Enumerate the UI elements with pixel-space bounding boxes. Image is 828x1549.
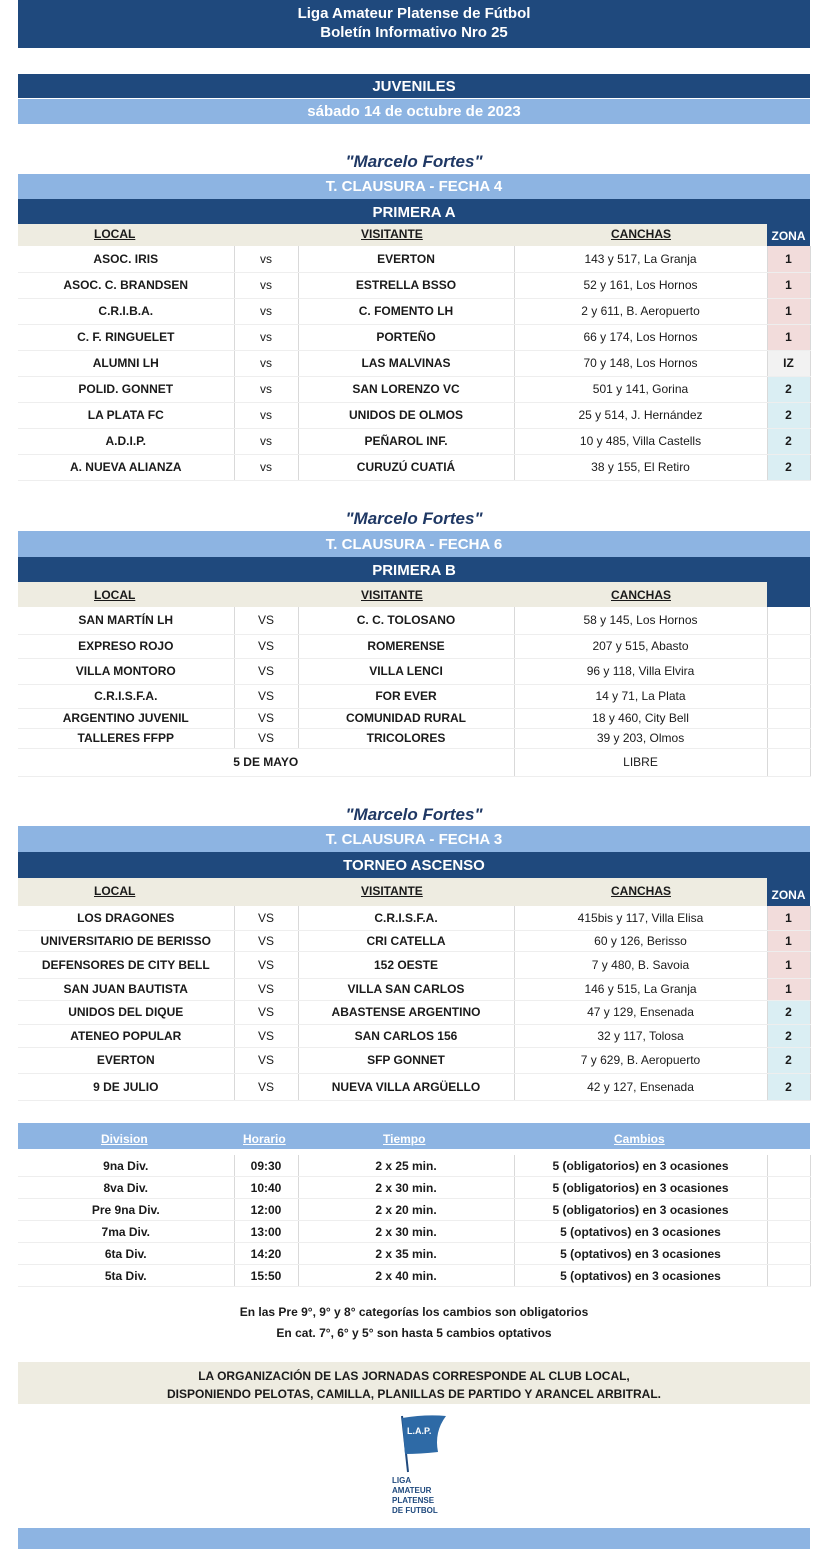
match-row bbox=[18, 978, 810, 1000]
col-visitante: VISITANTE bbox=[361, 227, 423, 241]
versus-label: VS bbox=[234, 684, 298, 708]
field-location: 18 y 460, City Bell bbox=[514, 708, 767, 728]
cup-name: "Marcelo Fortes" bbox=[345, 509, 483, 528]
versus-label: vs bbox=[234, 376, 298, 402]
visiting-team: C. C. TOLOSANO bbox=[298, 607, 514, 634]
logo-flag-text: L.A.P. bbox=[407, 1426, 432, 1436]
tournament-title: T. CLAUSURA - FECHA 6 bbox=[18, 531, 810, 557]
organization-box bbox=[18, 1362, 810, 1404]
field-location: 143 y 517, La Granja bbox=[514, 246, 767, 272]
field-location: 52 y 161, Los Hornos bbox=[514, 272, 767, 298]
logo-line-4: DE FUTBOL bbox=[392, 1506, 438, 1515]
visiting-team: C. FOMENTO LH bbox=[298, 298, 514, 324]
visiting-team: C.R.I.S.F.A. bbox=[298, 906, 514, 930]
col-local: LOCAL bbox=[94, 884, 136, 898]
field-location: 2 y 611, B. Aeropuerto bbox=[514, 298, 767, 324]
local-team: SAN JUAN BAUTISTA bbox=[18, 978, 234, 1000]
match-row bbox=[18, 246, 810, 272]
kickoff-time: 13:00 bbox=[234, 1221, 298, 1243]
field-location: 7 y 480, B. Savoia bbox=[514, 951, 767, 978]
field-location: 38 y 155, El Retiro bbox=[514, 454, 767, 480]
versus-label: VS bbox=[234, 906, 298, 930]
field-location: 58 y 145, Los Hornos bbox=[514, 607, 767, 634]
visiting-team: TRICOLORES bbox=[298, 728, 514, 748]
field-location: 415bis y 117, Villa Elisa bbox=[514, 906, 767, 930]
logo-line-2: AMATEUR bbox=[392, 1486, 432, 1495]
kickoff-time: 09:30 bbox=[234, 1155, 298, 1177]
local-team: VILLA MONTORO bbox=[18, 658, 234, 684]
visiting-team: EVERTON bbox=[298, 246, 514, 272]
division-title: PRIMERA A bbox=[18, 199, 810, 224]
match-duration: 2 x 40 min. bbox=[298, 1265, 514, 1287]
tournament-title: T. CLAUSURA - FECHA 3 bbox=[18, 826, 810, 852]
schedule-empty bbox=[767, 1155, 810, 1177]
sched-col-horario: Horario bbox=[243, 1132, 286, 1146]
substitutions: 5 (optativos) en 3 ocasiones bbox=[514, 1221, 767, 1243]
field-location: 60 y 126, Berisso bbox=[514, 930, 767, 951]
schedule-empty bbox=[767, 1199, 810, 1221]
versus-label: VS bbox=[234, 1073, 298, 1100]
fixture-table-primera-b bbox=[18, 607, 811, 777]
fixture-table-torneo-ascenso bbox=[18, 906, 811, 1101]
footer-bar bbox=[18, 1528, 810, 1549]
zone-badge: 1 bbox=[767, 930, 810, 951]
versus-label: vs bbox=[234, 350, 298, 376]
local-team: C.R.I.B.A. bbox=[18, 298, 234, 324]
local-team: TALLERES FFPP bbox=[18, 728, 234, 748]
zone-badge: 1 bbox=[767, 246, 810, 272]
sched-col-cambios: Cambios bbox=[614, 1132, 665, 1146]
kickoff-time: 14:20 bbox=[234, 1243, 298, 1265]
column-header bbox=[18, 224, 810, 246]
match-duration: 2 x 30 min. bbox=[298, 1177, 514, 1199]
organization-line-1: LA ORGANIZACIÓN DE LAS JORNADAS CORRESPONDE AL CLUB LOCAL, bbox=[198, 1369, 630, 1383]
match-row bbox=[18, 1047, 810, 1073]
visiting-team: VILLA LENCI bbox=[298, 658, 514, 684]
local-team: C.R.I.S.F.A. bbox=[18, 684, 234, 708]
logo-line-1: LIGA bbox=[392, 1476, 412, 1485]
col-visitante: VISITANTE bbox=[361, 884, 423, 898]
division-title: TORNEO ASCENSO bbox=[18, 852, 810, 878]
schedule-row bbox=[18, 1177, 810, 1199]
category-title: JUVENILES bbox=[18, 74, 810, 98]
match-row bbox=[18, 402, 810, 428]
visiting-team: ESTRELLA BSSO bbox=[298, 272, 514, 298]
substitutions: 5 (optativos) en 3 ocasiones bbox=[514, 1243, 767, 1265]
league-name: Liga Amateur Platense de Fútbol bbox=[297, 5, 531, 22]
zone-empty bbox=[767, 607, 810, 634]
league-logo bbox=[385, 1412, 455, 1524]
column-header bbox=[18, 582, 767, 607]
schedule-empty bbox=[767, 1221, 810, 1243]
rules-note-2: En cat. 7°, 6° y 5° son hasta 5 cambios optativos bbox=[276, 1326, 552, 1340]
local-team: UNIDOS DEL DIQUE bbox=[18, 1000, 234, 1024]
zone-badge: 2 bbox=[767, 376, 810, 402]
local-team: ARGENTINO JUVENIL bbox=[18, 708, 234, 728]
versus-label: VS bbox=[234, 930, 298, 951]
local-team: LOS DRAGONES bbox=[18, 906, 234, 930]
rules-note-1: En las Pre 9°, 9° y 8° categorías los cambios son obligatorios bbox=[239, 1305, 589, 1319]
zone-empty bbox=[767, 658, 810, 684]
bulletin-number: Boletín Informativo Nro 25 bbox=[320, 24, 508, 41]
cup-name: "Marcelo Fortes" bbox=[345, 152, 483, 171]
zone-badge: 2 bbox=[767, 402, 810, 428]
match-duration: 2 x 30 min. bbox=[298, 1221, 514, 1243]
zone-badge: 2 bbox=[767, 1073, 810, 1100]
match-row bbox=[18, 607, 810, 634]
local-team: ASOC. C. BRANDSEN bbox=[18, 272, 234, 298]
zone-badge: 1 bbox=[767, 298, 810, 324]
match-row bbox=[18, 454, 810, 480]
zone-empty bbox=[767, 708, 810, 728]
substitutions: 5 (obligatorios) en 3 ocasiones bbox=[514, 1177, 767, 1199]
match-row bbox=[18, 708, 810, 728]
field-location: 7 y 629, B. Aeropuerto bbox=[514, 1047, 767, 1073]
kickoff-time: 15:50 bbox=[234, 1265, 298, 1287]
versus-label: VS bbox=[234, 728, 298, 748]
zone-badge: 1 bbox=[767, 324, 810, 350]
visiting-team: SAN CARLOS 156 bbox=[298, 1024, 514, 1047]
local-team: A. NUEVA ALIANZA bbox=[18, 454, 234, 480]
visiting-team: VILLA SAN CARLOS bbox=[298, 978, 514, 1000]
field-location: 10 y 485, Villa Castells bbox=[514, 428, 767, 454]
schedule-row bbox=[18, 1265, 810, 1287]
col-local: LOCAL bbox=[94, 588, 136, 602]
match-duration: 2 x 35 min. bbox=[298, 1243, 514, 1265]
schedule-row bbox=[18, 1243, 810, 1265]
division-name: Pre 9na Div. bbox=[18, 1199, 234, 1221]
match-row bbox=[18, 1000, 810, 1024]
field-location: 42 y 127, Ensenada bbox=[514, 1073, 767, 1100]
schedule-header bbox=[18, 1123, 810, 1149]
field-location: 207 y 515, Abasto bbox=[514, 634, 767, 658]
column-header bbox=[18, 878, 767, 906]
zone-badge: 1 bbox=[767, 272, 810, 298]
zone-empty bbox=[767, 684, 810, 708]
field-location: 146 y 515, La Granja bbox=[514, 978, 767, 1000]
match-row bbox=[18, 906, 810, 930]
visiting-team: LAS MALVINAS bbox=[298, 350, 514, 376]
schedule-row bbox=[18, 1199, 810, 1221]
visiting-team: SAN LORENZO VC bbox=[298, 376, 514, 402]
local-team: ASOC. IRIS bbox=[18, 246, 234, 272]
zone-badge: IZ bbox=[767, 350, 810, 376]
schedule-empty bbox=[767, 1177, 810, 1199]
visiting-team: FOR EVER bbox=[298, 684, 514, 708]
local-team: UNIVERSITARIO DE BERISSO bbox=[18, 930, 234, 951]
sched-col-tiempo: Tiempo bbox=[383, 1132, 426, 1146]
zone-badge: 1 bbox=[767, 951, 810, 978]
local-team: A.D.I.P. bbox=[18, 428, 234, 454]
visiting-team: UNIDOS DE OLMOS bbox=[298, 402, 514, 428]
local-team: EXPRESO ROJO bbox=[18, 634, 234, 658]
logo-line-3: PLATENSE bbox=[392, 1496, 435, 1505]
tournament-title: T. CLAUSURA - FECHA 4 bbox=[18, 174, 810, 199]
match-duration: 2 x 20 min. bbox=[298, 1199, 514, 1221]
match-row bbox=[18, 684, 810, 708]
local-team: DEFENSORES DE CITY BELL bbox=[18, 951, 234, 978]
versus-label: vs bbox=[234, 298, 298, 324]
field-location: 32 y 117, Tolosa bbox=[514, 1024, 767, 1047]
zone-badge: 2 bbox=[767, 1024, 810, 1047]
match-row bbox=[18, 930, 810, 951]
versus-label: VS bbox=[234, 634, 298, 658]
versus-label: vs bbox=[234, 454, 298, 480]
kickoff-time: 12:00 bbox=[234, 1199, 298, 1221]
versus-label: vs bbox=[234, 246, 298, 272]
col-local: LOCAL bbox=[94, 227, 136, 241]
local-team: LA PLATA FC bbox=[18, 402, 234, 428]
versus-label: VS bbox=[234, 1047, 298, 1073]
zone-badge: 1 bbox=[767, 906, 810, 930]
local-team: ATENEO POPULAR bbox=[18, 1024, 234, 1047]
visiting-team: SFP GONNET bbox=[298, 1047, 514, 1073]
visiting-team: PORTEÑO bbox=[298, 324, 514, 350]
visiting-team: ROMERENSE bbox=[298, 634, 514, 658]
match-row bbox=[18, 658, 810, 684]
division-name: 9na Div. bbox=[18, 1155, 234, 1177]
field-location: 39 y 203, Olmos bbox=[514, 728, 767, 748]
match-row bbox=[18, 376, 810, 402]
local-team: 9 DE JULIO bbox=[18, 1073, 234, 1100]
division-title: PRIMERA B bbox=[18, 557, 810, 582]
visiting-team: ABASTENSE ARGENTINO bbox=[298, 1000, 514, 1024]
zone-empty bbox=[767, 728, 810, 748]
visiting-team: PEÑAROL INF. bbox=[298, 428, 514, 454]
substitutions: 5 (optativos) en 3 ocasiones bbox=[514, 1265, 767, 1287]
zone-badge: 2 bbox=[767, 428, 810, 454]
local-team: SAN MARTÍN LH bbox=[18, 607, 234, 634]
match-row bbox=[18, 1073, 810, 1100]
bye-label: LIBRE bbox=[514, 748, 767, 776]
field-location: 14 y 71, La Plata bbox=[514, 684, 767, 708]
bulletin-header bbox=[18, 0, 810, 48]
versus-label: VS bbox=[234, 708, 298, 728]
visiting-team: 152 OESTE bbox=[298, 951, 514, 978]
versus-label: vs bbox=[234, 324, 298, 350]
match-row bbox=[18, 428, 810, 454]
zona-filler bbox=[767, 582, 810, 607]
match-row bbox=[18, 951, 810, 978]
schedule-table bbox=[18, 1155, 811, 1287]
division-name: 6ta Div. bbox=[18, 1243, 234, 1265]
local-team: ALUMNI LH bbox=[18, 350, 234, 376]
organization-line-2: DISPONIENDO PELOTAS, CAMILLA, PLANILLAS DE PARTIDO Y ARANCEL ARBITRAL. bbox=[166, 1387, 661, 1401]
field-location: 70 y 148, Los Hornos bbox=[514, 350, 767, 376]
versus-label: vs bbox=[234, 428, 298, 454]
kickoff-time: 10:40 bbox=[234, 1177, 298, 1199]
zone-badge: 1 bbox=[767, 978, 810, 1000]
schedule-row bbox=[18, 1155, 810, 1177]
field-location: 47 y 129, Ensenada bbox=[514, 1000, 767, 1024]
local-team: POLID. GONNET bbox=[18, 376, 234, 402]
col-zona: ZONA bbox=[767, 224, 810, 246]
visiting-team: COMUNIDAD RURAL bbox=[298, 708, 514, 728]
match-row bbox=[18, 1024, 810, 1047]
cup-name: "Marcelo Fortes" bbox=[345, 805, 483, 824]
substitutions: 5 (obligatorios) en 3 ocasiones bbox=[514, 1199, 767, 1221]
schedule-empty bbox=[767, 1265, 810, 1287]
division-name: 7ma Div. bbox=[18, 1221, 234, 1243]
schedule-row bbox=[18, 1221, 810, 1243]
match-row bbox=[18, 272, 810, 298]
versus-label: VS bbox=[234, 978, 298, 1000]
versus-label: VS bbox=[234, 607, 298, 634]
visiting-team: NUEVA VILLA ARGÜELLO bbox=[298, 1073, 514, 1100]
versus-label: vs bbox=[234, 402, 298, 428]
field-location: 501 y 141, Gorina bbox=[514, 376, 767, 402]
versus-label: vs bbox=[234, 272, 298, 298]
versus-label: VS bbox=[234, 1024, 298, 1047]
local-team: C. F. RINGUELET bbox=[18, 324, 234, 350]
col-canchas: CANCHAS bbox=[611, 588, 671, 602]
versus-label: VS bbox=[234, 1000, 298, 1024]
match-duration: 2 x 25 min. bbox=[298, 1155, 514, 1177]
col-canchas: CANCHAS bbox=[611, 227, 671, 241]
bye-team: 5 DE MAYO bbox=[18, 748, 514, 776]
category-date: sábado 14 de octubre de 2023 bbox=[18, 99, 810, 124]
field-location: 96 y 118, Villa Elvira bbox=[514, 658, 767, 684]
visiting-team: CURUZÚ CUATIÁ bbox=[298, 454, 514, 480]
fixture-table-primera-a bbox=[18, 246, 811, 481]
sched-col-division: Division bbox=[101, 1132, 148, 1146]
division-name: 5ta Div. bbox=[18, 1265, 234, 1287]
match-row bbox=[18, 298, 810, 324]
match-row bbox=[18, 350, 810, 376]
match-row bbox=[18, 634, 810, 658]
zone-empty bbox=[767, 748, 810, 776]
zone-badge: 2 bbox=[767, 454, 810, 480]
local-team: EVERTON bbox=[18, 1047, 234, 1073]
col-canchas: CANCHAS bbox=[611, 884, 671, 898]
bye-row bbox=[18, 748, 810, 776]
division-name: 8va Div. bbox=[18, 1177, 234, 1199]
zone-empty bbox=[767, 634, 810, 658]
field-location: 25 y 514, J. Hernández bbox=[514, 402, 767, 428]
versus-label: VS bbox=[234, 658, 298, 684]
schedule-empty bbox=[767, 1243, 810, 1265]
field-location: 66 y 174, Los Hornos bbox=[514, 324, 767, 350]
col-visitante: VISITANTE bbox=[361, 588, 423, 602]
versus-label: VS bbox=[234, 951, 298, 978]
zone-badge: 2 bbox=[767, 1000, 810, 1024]
match-row bbox=[18, 324, 810, 350]
flag-icon bbox=[390, 1412, 450, 1474]
visiting-team: CRI CATELLA bbox=[298, 930, 514, 951]
col-zona: ZONA bbox=[767, 878, 810, 906]
substitutions: 5 (obligatorios) en 3 ocasiones bbox=[514, 1155, 767, 1177]
zone-badge: 2 bbox=[767, 1047, 810, 1073]
match-row bbox=[18, 728, 810, 748]
